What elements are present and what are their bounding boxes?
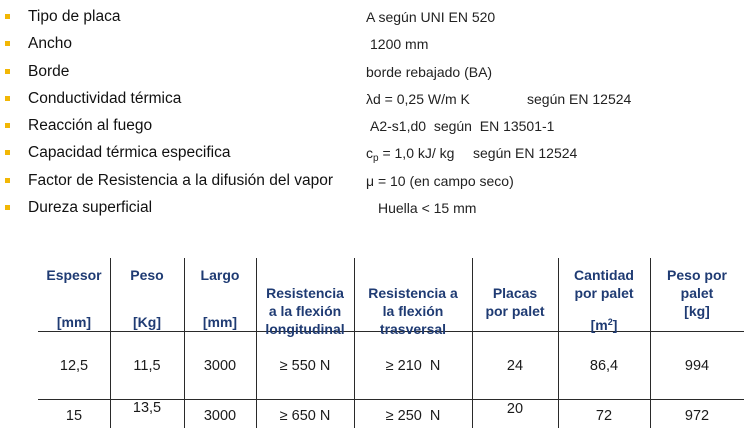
bullet-icon — [5, 123, 10, 128]
spec-value: λd = 0,25 W/m K — [366, 90, 470, 107]
header-espesor: Espesor [mm] — [46, 267, 102, 330]
bullet-icon — [5, 69, 10, 74]
spec-row-conductividad — [0, 86, 746, 113]
table-cell: 3000 — [203, 408, 237, 424]
spec-value: μ = 10 (en campo seco) — [366, 172, 514, 189]
table-cell: ≥ 550 N — [279, 358, 331, 374]
spec-label: Borde — [28, 62, 70, 80]
spec-row-dureza — [0, 195, 746, 222]
table-cell: 24 — [506, 358, 524, 374]
spec-row-tipo — [0, 4, 746, 31]
table-cell: 12,5 — [59, 358, 89, 374]
spec-row-difusion — [0, 168, 746, 195]
table-cell: 15 — [65, 408, 83, 424]
table-cell: 20 — [506, 401, 524, 417]
spec-label: Conductividad térmica — [28, 89, 182, 107]
table-cell: 11,5 — [133, 358, 161, 374]
bullet-icon — [5, 205, 10, 210]
spec-row-capacidad — [0, 140, 746, 167]
bullet-icon — [5, 14, 10, 19]
spec-label: Capacidad térmica especifica — [28, 144, 231, 162]
table-cell: ≥ 210 N — [385, 358, 441, 374]
bullet-icon — [5, 41, 10, 46]
table-cell: 3000 — [203, 358, 237, 374]
spec-row-borde — [0, 59, 746, 86]
spec-value: A2-s1,d0 según EN 13501-1 — [370, 118, 555, 135]
header-resistencia-trasversal: Resistencia a la flexión trasversal — [368, 285, 458, 337]
bullet-icon — [5, 178, 10, 183]
spec-label: Tipo de placa — [28, 8, 121, 25]
spec-row-reaccion — [0, 113, 746, 140]
spec-list — [0, 4, 746, 222]
spec-value: 1200 mm — [370, 36, 429, 53]
spec-label: Dureza superficial — [28, 199, 153, 217]
table-cell: 72 — [595, 408, 613, 424]
spec-label: Reacción al fuego — [28, 117, 153, 135]
spec-extra: según EN 12524 — [473, 145, 578, 162]
table-cell: 994 — [684, 358, 710, 374]
spec-value: A según UNI EN 520 — [366, 9, 496, 25]
spec-value: $c_p = 1,0$ kJ/ kg — [366, 145, 455, 165]
header-cantidad-por-palet: Cantidad por palet $[m^2]$ — [574, 267, 634, 333]
table-cell: 972 — [684, 408, 710, 424]
table-cell: ≥ 650 N — [279, 408, 331, 424]
table-cell: ≥ 250 N — [385, 408, 441, 424]
spec-extra: según EN 12524 — [527, 90, 632, 107]
header-resistencia-longitudinal: Resistencia a la flexión longitudinal — [265, 285, 345, 337]
table-cell: 86,4 — [589, 358, 619, 374]
product-table — [38, 258, 744, 428]
bullet-icon — [5, 150, 10, 155]
spec-label: Ancho — [28, 35, 72, 53]
header-placas-por-palet: Placas por palet — [485, 285, 545, 319]
header-peso: Peso [Kg] — [130, 267, 164, 330]
bullet-icon — [5, 96, 10, 101]
header-peso-por-palet: Peso por palet [kg] — [667, 267, 727, 319]
spec-row-ancho — [0, 31, 746, 58]
table-cell: 13,5 — [132, 400, 162, 416]
spec-label: Factor de Resistencia a la difusión del vapor — [28, 171, 333, 189]
spec-value: Huella < 15 mm — [378, 200, 477, 217]
header-largo: Largo [mm] — [200, 267, 240, 330]
spec-value: borde rebajado (BA) — [366, 63, 493, 80]
